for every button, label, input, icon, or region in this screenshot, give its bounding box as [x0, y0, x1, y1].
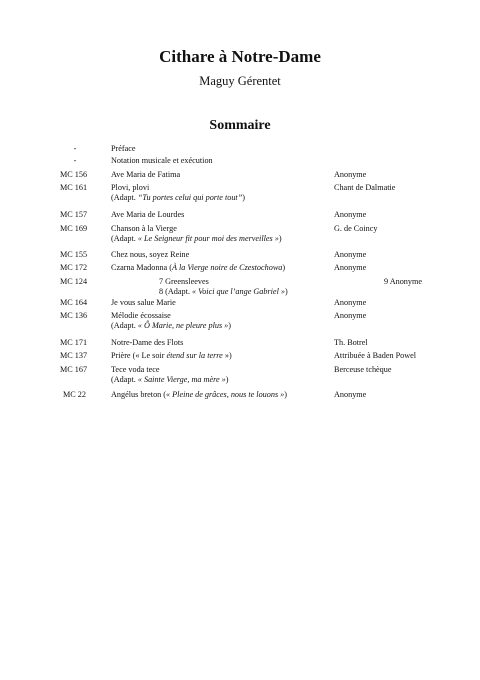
- entry-adaptation: (Adapt. “Tu portes celui qui porte tout”): [111, 193, 245, 202]
- entry-adaptation: 8 (Adapt. « Voici que l’ange Gabriel »): [159, 287, 288, 296]
- entry-title: Ave Maria de Fatima: [111, 170, 181, 179]
- entry-code: -: [73, 156, 77, 165]
- entry-code: MC 156: [60, 170, 88, 179]
- entry-attribution: Anonyme: [334, 263, 367, 272]
- entry-title: 7 Greensleeves: [159, 277, 209, 286]
- entry-code: MC 167: [60, 365, 88, 374]
- entry-title: Chanson à la Vierge: [111, 224, 177, 233]
- page-title: Cithare à Notre-Dame: [159, 47, 321, 66]
- entry-code: MC 155: [60, 250, 88, 259]
- entry-title: Notre-Dame des Flots: [111, 338, 184, 347]
- entry-title: Je vous salue Marie: [111, 298, 176, 307]
- entry-title: Angélus breton (« Pleine de grâces, nous te louons »): [111, 390, 288, 399]
- author: Maguy Gérentet: [199, 74, 281, 88]
- entry-attribution: Attribuée à Baden Powel: [334, 351, 417, 360]
- entry-attribution: Anonyme: [334, 390, 367, 399]
- entry-code: MC 22: [63, 390, 86, 399]
- entry-code: MC 161: [60, 183, 88, 192]
- entry-code: MC 157: [60, 210, 88, 219]
- entry-attribution: G. de Coincy: [334, 224, 378, 233]
- entry-attribution: Anonyme: [334, 170, 367, 179]
- entry-code: MC 136: [60, 311, 88, 320]
- entry-code: MC 164: [60, 298, 88, 307]
- entry-code: MC 172: [60, 263, 88, 272]
- entry-code: MC 124: [60, 277, 88, 286]
- entry-title: Chez nous, soyez Reine: [111, 250, 190, 259]
- entry-title: Czarna Madonna (À la Vierge noire de Czestochowa): [111, 263, 286, 272]
- entry-code: MC 171: [60, 338, 88, 347]
- entry-attribution: Th. Botrel: [334, 338, 368, 347]
- entry-adaptation: (Adapt. « Le Seigneur fit pour moi des merveilles »): [111, 234, 282, 243]
- entry-title: Prière (« Le soir étend sur la terre »): [111, 351, 232, 360]
- entry-code: -: [73, 144, 77, 153]
- entry-title: Tece voda tece: [111, 365, 160, 374]
- entry-title: Ave Maria de Lourdes: [111, 210, 185, 219]
- entry-attribution: Berceuse tchèque: [334, 365, 392, 374]
- entry-title: Plovi, plovi: [111, 183, 150, 192]
- entry-title: Préface: [111, 144, 136, 153]
- entry-title: Mélodie écossaise: [111, 311, 171, 320]
- entry-adaptation: (Adapt. « Ô Marie, ne pleure plus »): [111, 321, 232, 330]
- section-heading: Sommaire: [209, 118, 271, 133]
- entry-attribution: Anonyme: [334, 311, 367, 320]
- entry-title: Notation musicale et exécution: [111, 156, 213, 165]
- entry-attribution: Chant de Dalmatie: [334, 183, 396, 192]
- entry-attribution: 9 Anonyme: [384, 277, 422, 286]
- entry-attribution: Anonyme: [334, 298, 367, 307]
- entry-adaptation: (Adapt. « Sainte Vierge, ma mère »): [111, 375, 229, 384]
- entry-code: MC 137: [60, 351, 88, 360]
- entry-attribution: Anonyme: [334, 210, 367, 219]
- entry-attribution: Anonyme: [334, 250, 367, 259]
- entry-code: MC 169: [60, 224, 88, 233]
